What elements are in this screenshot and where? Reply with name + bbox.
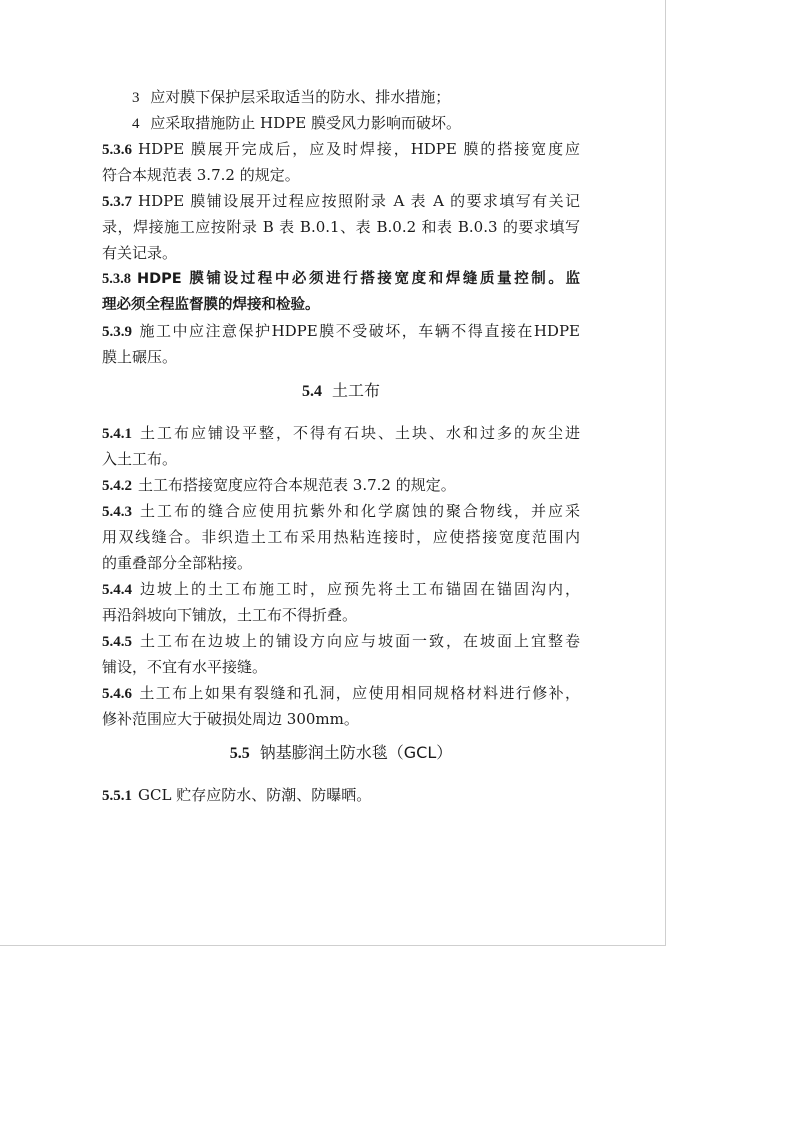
clause-5-3-6-cont: 符合本规范表 3.7.2 的规定。 <box>102 166 300 184</box>
clause-5-5-1: 5.5.1 GCL 贮存应防水、防潮、防曝晒。 <box>102 786 372 804</box>
section-heading-5-4: 5.4 土工布 <box>301 381 380 400</box>
clause-5-3-8-cont: 理必须全程监督膜的焊接和检验。 <box>102 297 320 313</box>
clause-5-3-6: 5.3.6 HDPE 膜展开完成后，应及时焊接，HDPE 膜的搭接宽度应 <box>102 140 580 158</box>
clause-5-3-7-end: 有关记录。 <box>102 244 178 262</box>
clause-5-3-8: 5.3.8 HDPE 膜铺设过程中必须进行搭接宽度和焊缝质量控制。监 <box>102 271 580 287</box>
clause-5-4-3-end: 的重叠部分全部粘接。 <box>102 554 253 572</box>
clause-5-4-3: 5.4.3 土工布的缝合应使用抗紫外和化学腐蚀的聚合物线，并应采 <box>102 502 580 520</box>
clause-5-4-1-cont: 入土工布。 <box>102 450 178 468</box>
clause-5-3-7-cont: 录，焊接施工应按附录 B 表 B.0.1、表 B.0.2 和表 B.0.3 的要求填写 <box>102 218 580 236</box>
clause-5-3-7: 5.3.7 HDPE 膜铺设展开过程应按照附录 A 表 A 的要求填写有关记 <box>102 192 580 210</box>
clause-5-4-4: 5.4.4 边坡上的土工布施工时，应预先将土工布锚固在锚固沟内， <box>102 580 580 598</box>
section-heading-5-5: 5.5 钠基膨润土防水毯（GCL） <box>229 743 453 762</box>
clause-5-4-1: 5.4.1 土工布应铺设平整，不得有石块、土块、水和过多的灰尘进 <box>102 424 580 442</box>
list-item-3: 3 应对膜下保护层采取适当的防水、排水措施； <box>132 88 451 106</box>
clause-5-4-4-cont: 再沿斜坡向下铺放，土工布不得折叠。 <box>102 606 358 624</box>
clause-5-4-3-cont: 用双线缝合。非织造土工布采用热粘连接时，应使搭接宽度范围内 <box>102 528 580 546</box>
list-item-4: 4 应采取措施防止 HDPE 膜受风力影响而破坏。 <box>132 114 461 132</box>
clause-5-4-6-cont: 修补范围应大于破损处周边 300mm。 <box>102 710 359 728</box>
clause-5-3-9-cont: 膜上碾压。 <box>102 348 178 366</box>
clause-5-4-5: 5.4.5 土工布在边坡上的铺设方向应与坡面一致，在坡面上宜整卷 <box>102 632 580 650</box>
clause-5-4-5-cont: 铺设，不宜有水平接缝。 <box>102 658 268 676</box>
clause-5-4-2: 5.4.2 土工布搭接宽度应符合本规范表 3.7.2 的规定。 <box>102 476 456 494</box>
page-content <box>102 84 580 808</box>
clause-5-3-9: 5.3.9 施工中应注意保护HDPE膜不受破坏，车辆不得直接在HDPE <box>102 322 580 340</box>
clause-5-4-6: 5.4.6 土工布上如果有裂缝和孔洞，应使用相同规格材料进行修补， <box>102 684 580 702</box>
